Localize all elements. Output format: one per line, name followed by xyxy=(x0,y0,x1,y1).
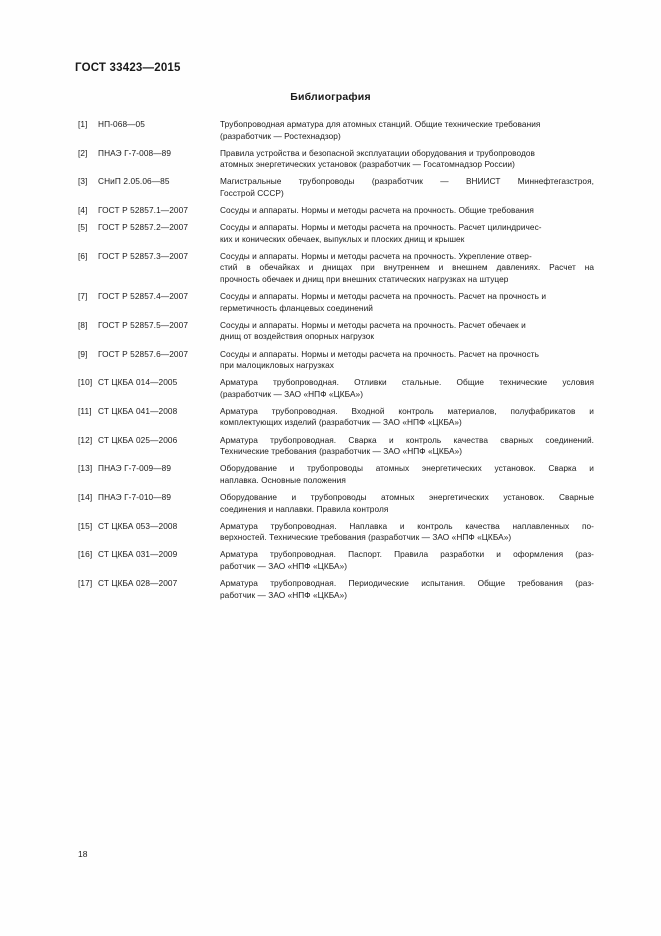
bibliography-entry-line: при малоцикловых нагрузках xyxy=(220,360,334,371)
bibliography-entry-code: СТ ЦКБА 014—2005 xyxy=(98,377,178,388)
bibliography-entry-line: Арматура трубопроводная. Периодические испытания. Общие требования (раз- xyxy=(220,578,594,588)
bibliography-entry-code: ПНАЭ Г-7-008—89 xyxy=(98,147,172,158)
bibliography-entry xyxy=(78,377,594,400)
bibliography-entry-line: Магистральные трубопроводы (разработчик — ВНИИСТ Миннефтегазстроя, xyxy=(220,176,594,187)
bibliography-entry-number: [10] xyxy=(78,377,93,388)
bibliography-entry-line: атомных энергетических установок (разработчик — Госатомнадзор России) xyxy=(220,159,515,170)
bibliography-entry xyxy=(78,578,594,601)
bibliography-entry-code: СТ ЦКБА 025—2006 xyxy=(98,434,178,445)
bibliography-entry xyxy=(78,119,594,142)
bibliography-entry-line: Сосуды и аппараты. Нормы и методы расчета на прочность. Расчет обечаек и xyxy=(220,319,526,330)
bibliography-entry-line: Сосуды и аппараты. Нормы и методы расчета на прочность. Расчет цилиндричес- xyxy=(220,222,542,233)
bibliography-entry-text xyxy=(220,521,594,544)
bibliography-entry-line: Арматура трубопроводная. Наплавка и контроль качества наплавленных по- xyxy=(220,520,594,531)
bibliography-entry-text xyxy=(220,492,594,515)
bibliography-entry-line: Арматура трубопроводная. Входной контроль материалов, полуфабрикатов и xyxy=(220,405,594,416)
bibliography-entry xyxy=(78,521,594,544)
bibliography-entry-key xyxy=(78,435,220,447)
bibliography-entry-line: ких и конических обечаек, выпуклых и плоских днищ и крышек xyxy=(220,233,465,244)
bibliography-entry-key xyxy=(78,492,220,504)
bibliography-entry-code: ПНАЭ Г-7-009—89 xyxy=(98,463,172,474)
bibliography-list xyxy=(78,119,594,607)
bibliography-entry-number: [4] xyxy=(78,205,88,216)
bibliography-entry-line: Арматура трубопроводная. Отливки стальные. Общие технические условия xyxy=(220,377,594,388)
bibliography-entry-number: [8] xyxy=(78,319,88,330)
bibliography-entry-number: [16] xyxy=(78,549,93,560)
bibliography-entry-number: [7] xyxy=(78,291,88,302)
bibliography-entry xyxy=(78,251,594,286)
bibliography-entry-line: Сосуды и аппараты. Нормы и методы расчета на прочность. Укрепление отвер- xyxy=(220,250,532,261)
bibliography-entry-code: ГОСТ Р 52857.4—2007 xyxy=(98,291,189,302)
bibliography-entry-line: Арматура трубопроводная. Сварка и контроль качества сварных соединений. xyxy=(220,434,594,445)
bibliography-entry-number: [3] xyxy=(78,176,88,187)
bibliography-entry xyxy=(78,406,594,429)
bibliography-entry-number: [2] xyxy=(78,147,88,158)
bibliography-entry-code: ПНАЭ Г-7-010—89 xyxy=(98,491,172,502)
bibliography-entry-code: ГОСТ Р 52857.2—2007 xyxy=(98,222,189,233)
page-header-standard-number: ГОСТ 33423—2015 xyxy=(75,62,181,74)
bibliography-entry-line: работчик — ЗАО «НПФ «ЦКБА») xyxy=(220,589,348,600)
bibliography-entry-number: [14] xyxy=(78,491,93,502)
bibliography-entry-text xyxy=(220,578,594,601)
bibliography-entry-key xyxy=(78,349,220,361)
bibliography-entry-line: работчик — ЗАО «НПФ «ЦКБА») xyxy=(220,560,348,571)
page-title: Библиография xyxy=(290,91,371,103)
bibliography-entry-line: днищ от воздействия опорных нагрузок xyxy=(220,331,375,342)
bibliography-entry-line: Оборудование и трубопроводы атомных энергетических установок. Сварные xyxy=(220,491,594,502)
bibliography-entry-text xyxy=(220,377,594,400)
bibliography-entry-line: Трубопроводная арматура для атомных станций. Общие технические требования xyxy=(220,119,541,129)
bibliography-entry-number: [9] xyxy=(78,348,88,359)
bibliography-entry-number: [11] xyxy=(78,405,92,416)
bibliography-entry-code: ГОСТ Р 52857.1—2007 xyxy=(98,205,189,216)
bibliography-entry-key xyxy=(78,291,220,303)
bibliography-entry-code: ГОСТ Р 52857.3—2007 xyxy=(98,250,189,261)
bibliography-entry-line: стий в обечайках и днищах при внутреннем и внешнем давлениях. Расчет на xyxy=(220,262,594,273)
bibliography-entry xyxy=(78,176,594,199)
bibliography-entry-number: [13] xyxy=(78,463,93,474)
bibliography-entry xyxy=(78,205,594,217)
bibliography-entry-code: ГОСТ Р 52857.5—2007 xyxy=(98,319,189,330)
bibliography-entry-text xyxy=(220,148,594,171)
bibliography-entry-code: СТ ЦКБА 053—2008 xyxy=(98,520,178,531)
bibliography-entry-text xyxy=(220,205,594,217)
bibliography-entry-text xyxy=(220,349,594,372)
bibliography-entry-text xyxy=(220,176,594,199)
bibliography-entry xyxy=(78,320,594,343)
bibliography-entry-key xyxy=(78,148,220,160)
bibliography-entry-text xyxy=(220,222,594,245)
bibliography-entry-text xyxy=(220,291,594,314)
bibliography-entry-number: [1] xyxy=(78,119,88,129)
bibliography-entry-key xyxy=(78,251,220,263)
bibliography-entry xyxy=(78,148,594,171)
bibliography-entry-line: наплавка. Основные положения xyxy=(220,474,346,485)
bibliography-entry-key xyxy=(78,578,220,590)
bibliography-entry-key xyxy=(78,377,220,389)
bibliography-entry-text xyxy=(220,463,594,486)
bibliography-entry-key xyxy=(78,222,220,234)
bibliography-entry-line: Оборудование и трубопроводы атомных энергетических установок. Сварка и xyxy=(220,463,594,474)
bibliography-entry-text xyxy=(220,251,594,286)
bibliography-entry-code: НП-068—05 xyxy=(98,119,145,129)
bibliography-entry-text xyxy=(220,406,594,429)
bibliography-entry-line: Сосуды и аппараты. Нормы и методы расчета на прочность. Расчет на прочность и xyxy=(220,291,547,302)
bibliography-entry-code: СТ ЦКБА 041—2008 xyxy=(98,405,178,416)
bibliography-entry-number: [15] xyxy=(78,520,93,531)
bibliography-entry-line: соединения и наплавки. Правила контроля xyxy=(220,503,389,514)
bibliography-entry-number: [5] xyxy=(78,222,88,233)
bibliography-entry-number: [6] xyxy=(78,250,88,261)
bibliography-entry-line: прочность обечаек и днищ при внешних статических нагрузках на штуцер xyxy=(220,274,509,285)
bibliography-entry xyxy=(78,549,594,572)
bibliography-entry-line: (разработчик — ЗАО «НПФ «ЦКБА») xyxy=(220,388,364,399)
bibliography-entry-number: [12] xyxy=(78,434,93,445)
bibliography-entry xyxy=(78,222,594,245)
bibliography-entry-key xyxy=(78,549,220,561)
bibliography-entry-line: Сосуды и аппараты. Нормы и методы расчета на прочность. Расчет на прочность xyxy=(220,348,540,359)
bibliography-entry-line: верхностей. Технические требования (разработчик — ЗАО «НПФ «ЦКБА») xyxy=(220,532,512,543)
bibliography-entry-text xyxy=(220,119,594,142)
bibliography-entry-line: Арматура трубопроводная. Паспорт. Правила разработки и оформления (раз- xyxy=(220,549,594,560)
bibliography-entry-code: ГОСТ Р 52857.6—2007 xyxy=(98,348,189,359)
bibliography-entry-key xyxy=(78,406,220,418)
bibliography-entry-number: [17] xyxy=(78,578,93,588)
bibliography-entry xyxy=(78,349,594,372)
bibliography-entry-code: СТ ЦКБА 028—2007 xyxy=(98,578,178,588)
page-number: 18 xyxy=(78,849,88,859)
bibliography-entry-text xyxy=(220,320,594,343)
bibliography-entry-code: СТ ЦКБА 031—2009 xyxy=(98,549,178,560)
bibliography-entry-key xyxy=(78,521,220,533)
bibliography-entry-code: СНиП 2.05.06—85 xyxy=(98,176,170,187)
bibliography-entry xyxy=(78,492,594,515)
bibliography-entry xyxy=(78,463,594,486)
bibliography-entry xyxy=(78,291,594,314)
bibliography-entry-line: Сосуды и аппараты. Нормы и методы расчета на прочность. Общие требования xyxy=(220,205,534,216)
bibliography-entry-line: Госстрой СССР) xyxy=(220,187,284,198)
bibliography-entry-line: комплектующих изделий (разработчик — ЗАО «НПФ «ЦКБА») xyxy=(220,417,462,428)
bibliography-entry-text xyxy=(220,549,594,572)
bibliography-entry-line: Технические требования (разработчик — ЗАО «НПФ «ЦКБА») xyxy=(220,446,463,457)
bibliography-entry-key xyxy=(78,320,220,332)
bibliography-entry-key xyxy=(78,176,220,188)
bibliography-entry-key xyxy=(78,463,220,475)
bibliography-entry-key xyxy=(78,119,220,131)
bibliography-entry-key xyxy=(78,205,220,217)
bibliography-entry xyxy=(78,435,594,458)
bibliography-entry-line: герметичность фланцевых соединений xyxy=(220,302,373,313)
bibliography-entry-line: Правила устройства и безопасной эксплуатации оборудования и трубопроводов xyxy=(220,147,535,158)
bibliography-entry-text xyxy=(220,435,594,458)
bibliography-entry-line: (разработчик — Ростехнадзор) xyxy=(220,130,341,141)
